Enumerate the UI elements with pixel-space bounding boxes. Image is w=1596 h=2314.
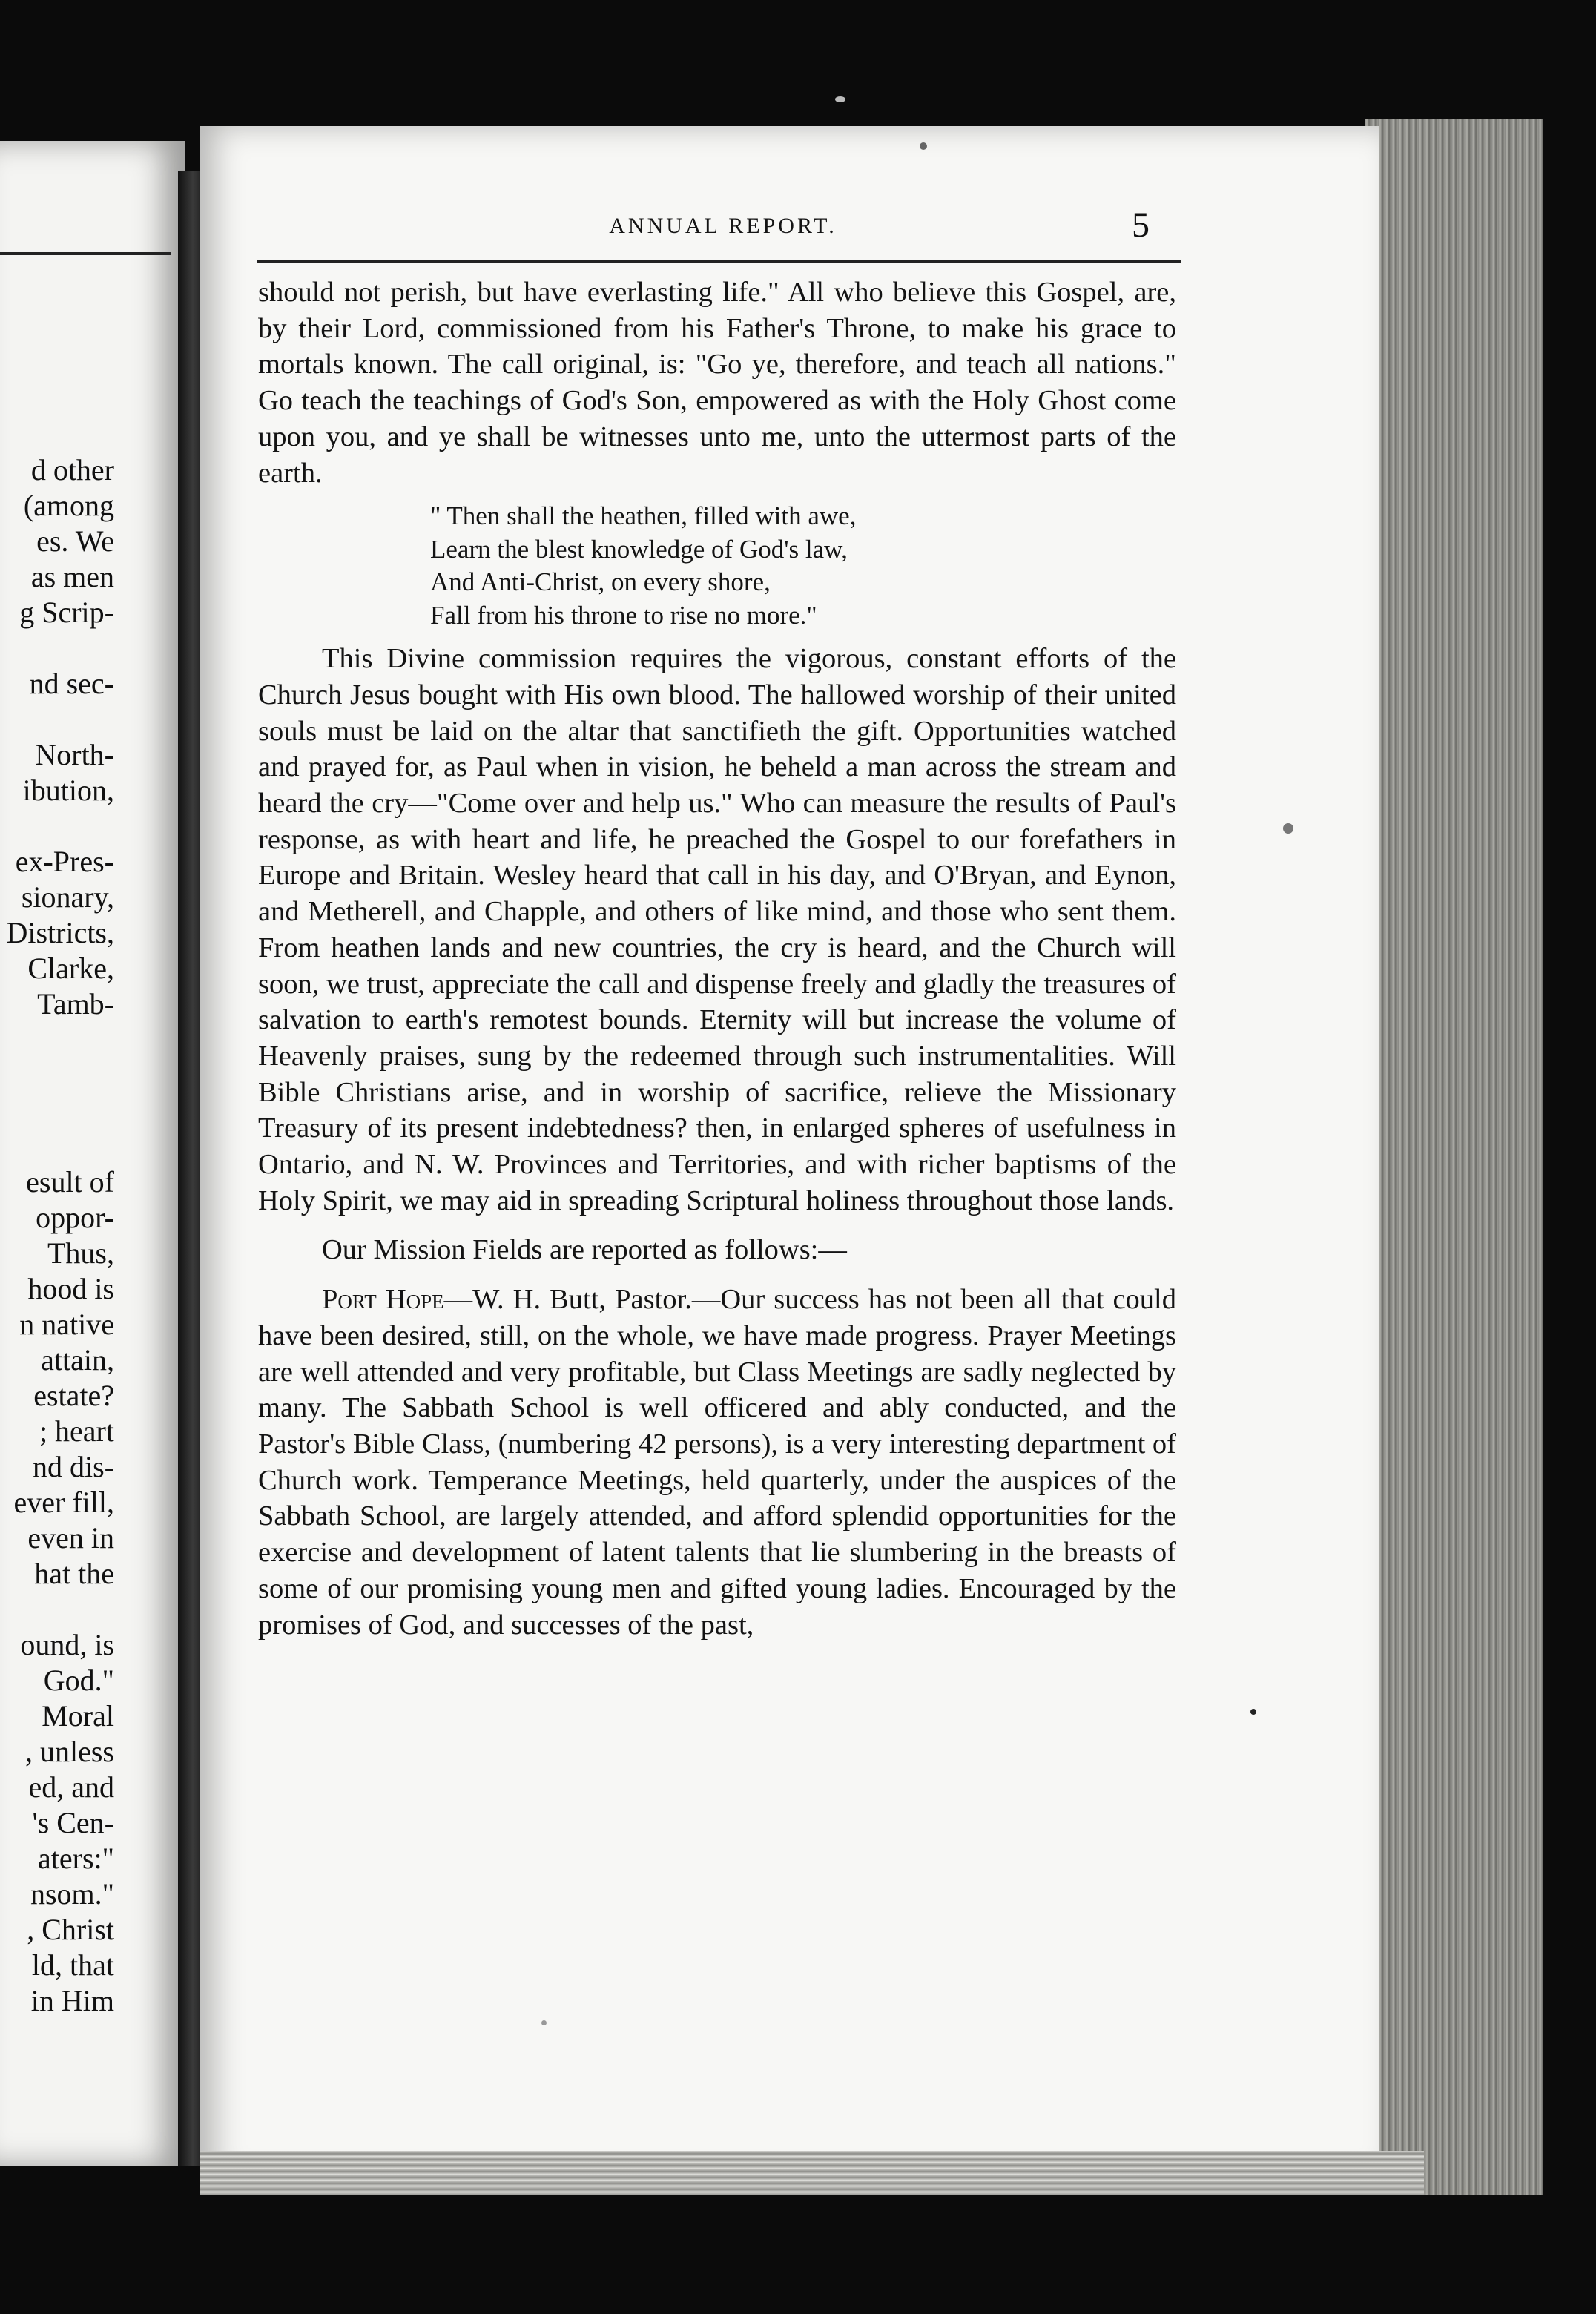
left-page-line <box>6 702 114 737</box>
left-page-line <box>6 808 114 844</box>
left-page-line: Clarke, <box>27 952 114 985</box>
page-number: 5 <box>1132 205 1150 245</box>
left-page-line: hat the <box>34 1557 114 1590</box>
page-body <box>258 274 1176 1643</box>
left-page-line: as men <box>30 560 114 593</box>
left-page-line: Thus, <box>47 1236 114 1270</box>
left-page-line: sionary, <box>21 880 114 914</box>
left-page-line: , unless <box>25 1735 114 1768</box>
paragraph-mission-fields-intro: Our Mission Fields are reported as follows:— <box>322 1234 847 1266</box>
dust-speck <box>541 2020 547 2025</box>
left-page-line <box>6 1022 114 1058</box>
left-page-line: nd sec- <box>29 667 114 700</box>
left-page-line: (among <box>23 489 114 522</box>
left-page-line <box>6 1592 114 1627</box>
bottom-page-edges <box>200 2151 1424 2195</box>
dust-speck <box>1250 1709 1256 1715</box>
left-page-line <box>6 1129 114 1164</box>
left-page-line: esult of <box>26 1165 114 1199</box>
poem-line: " Then shall the heathen, filled with awe, <box>430 501 857 531</box>
left-page-line: es. We <box>36 524 114 558</box>
left-page-line: aters:" <box>38 1842 114 1875</box>
left-page-line: ; heart <box>39 1414 114 1448</box>
left-page-header-rule <box>0 252 171 255</box>
paragraph-divine-commission: This Divine commission requires the vigorous, constant efforts of the Church Jesus bought with His own blood. The hallowed worship of their united souls must be laid on the altar that sanctifieth the gift. Opportunities watched and prayed for, as Paul when in vision, he beheld a man across the stream and heard the cry—"Come over and help us." Who can measure the results of Paul's response, as with heart and life, he preached the Gospel to our forefathers in Europe and Britain. Wesley heard that call in his day, and O'Bryan, and Eynon, and Metherell, and Chapple, and others of like mind, and those who sent them. From heathen lands and new countries, the cry is heard, and the Church will soon, we trust, appreciate the call and dispense freely and gladly the treasures of salvation to earth's remotest bounds. Eternity will but increase the volume of Heavenly praises, sung by the redeemed through such instrumentalities. Will Bible Christians arise, and in worship of sacrifice, relieve the Missionary Treasury of its present indebtedness? then, in enlarged spheres of usefulness in Ontario, and N. W. Provinces and Territories, and with richer baptisms of the Holy Spirit, we may aid in spreading Scriptural holiness throughout those lands. <box>258 643 1176 1216</box>
running-title: ANNUAL REPORT. <box>609 214 837 238</box>
paragraph-gospel-commission: should not perish, but have everlasting life." All who believe this Gospel, are, by their Lord, commissioned from his Father's Throne, to make his grace to mortals known. The call original, is: "Go ye, therefore, and teach all nations." Go teach the teachings of God's Son, empowered as with the Holy Ghost come upon you, and ye shall be witnesses unto me, unto the uttermost parts of the earth. <box>258 277 1176 489</box>
left-page-line: even in <box>27 1521 114 1555</box>
left-page-line: ld, that <box>31 1948 114 1982</box>
poem-line: Learn the blest knowledge of God's law, <box>430 534 848 564</box>
port-hope-text: —W. H. Butt, Pastor.—Our success has not been all that could have been desired, still, on the whole, we have made progress. Prayer Meetings are well attended and very profitable, but Class Meetings are sadly neglected by many. The Sabbath School is well officered and ably conducted, and the Pastor's Bible Class, (numbering 42 persons), is a very interesting department of Church work. Temperance Meetings, held quarterly, under the auspices of the Sabbath School, are largely attended, and afford splendid opportunities for the exercise and development of latent talents that lie slumbering in the breasts of some of our promising young men and gifted young ladies. Encouraged by the promises of God, and successes of the past, <box>258 1284 1176 1641</box>
left-page-line: d other <box>30 453 114 487</box>
left-page-line: in Him <box>30 1984 114 2017</box>
facing-left-page <box>0 141 185 2166</box>
left-page-line: n native <box>19 1308 114 1341</box>
left-page-line <box>6 1093 114 1129</box>
left-page-line: , Christ <box>27 1913 114 1946</box>
left-page-line: Districts, <box>6 916 114 949</box>
left-page-line: ever fill, <box>13 1486 114 1519</box>
poem-quote <box>430 500 1176 632</box>
left-page-line <box>6 1058 114 1093</box>
left-page-line: God." <box>43 1664 114 1697</box>
poem-line: And Anti-Christ, on every shore, <box>430 567 771 597</box>
left-page-text-fragments <box>6 452 114 2019</box>
left-page-line: North- <box>35 738 114 771</box>
left-page-line: g Scrip- <box>19 596 114 629</box>
dust-speck <box>920 142 927 150</box>
left-page-line: ed, and <box>28 1770 114 1804</box>
left-page-line: Tamb- <box>37 987 114 1021</box>
left-page-line: estate? <box>33 1379 114 1412</box>
left-page-line: 's Cen- <box>32 1806 114 1839</box>
left-page-line: attain, <box>41 1343 114 1377</box>
left-page-line: oppor- <box>36 1201 114 1234</box>
poem-line: Fall from his throne to rise no more." <box>430 600 817 630</box>
port-hope-heading: Port Hope <box>322 1284 444 1316</box>
left-page-line: Moral <box>42 1699 114 1733</box>
left-page-line: nsom." <box>30 1877 114 1911</box>
page-edges <box>1365 119 1543 2195</box>
left-page-line: hood is <box>27 1272 114 1305</box>
left-page-line: ound, is <box>20 1628 114 1661</box>
dust-speck <box>1283 823 1293 834</box>
header-rule <box>257 260 1181 263</box>
left-page-line: nd dis- <box>33 1450 114 1483</box>
running-header <box>267 205 1179 252</box>
left-page-line: ex-Pres- <box>15 845 114 878</box>
left-page-line: ibution, <box>22 774 114 807</box>
dust-speck <box>835 96 845 102</box>
left-page-line <box>6 630 114 666</box>
paragraph-port-hope <box>258 1282 1176 1643</box>
